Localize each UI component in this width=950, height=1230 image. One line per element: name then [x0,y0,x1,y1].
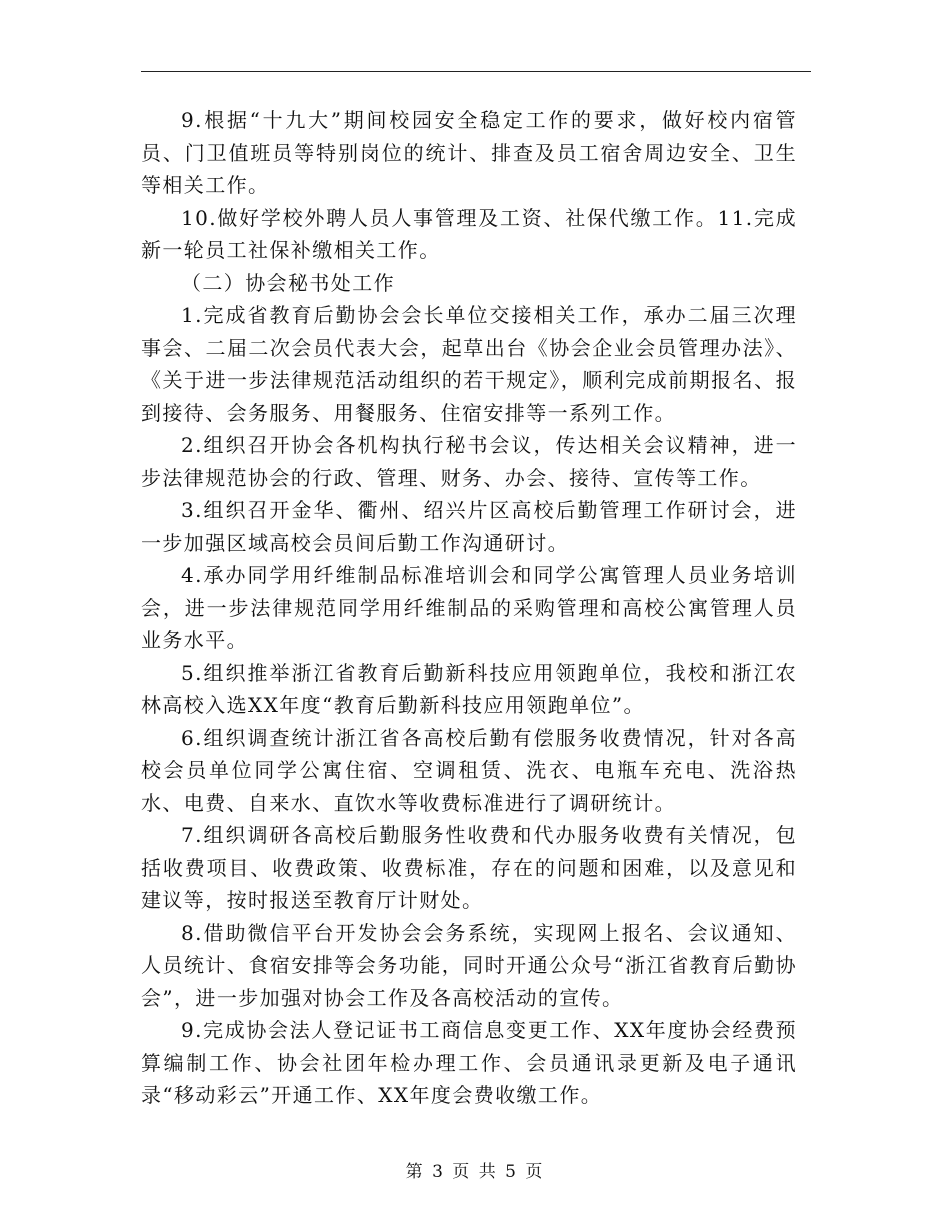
paragraph: 4.承办同学用纤维制品标准培训会和同学公寓管理人员业务培训会，进一步法律规范同学用纤维制品的采购管理和高校公寓管理人员业务水平。 [141,563,797,652]
paragraph: 6.组织调查统计浙江省各高校后勤有偿服务收费情况，针对各高校会员单位同学公寓住宿、空调租赁、洗衣、电瓶车充电、洗浴热水、电费、自来水、直饮水等收费标准进行了调研统计。 [141,725,797,815]
paragraph: 8.借助微信平台开发协会会务系统，实现网上报名、会议通知、人员统计、食宿安排等会务功能，同时开通公众号“浙江省教育后勤协会”，进一步加强对协会工作及各高校活动的宣传。 [141,920,797,1010]
section-heading: （二）协会秘书处工作 [181,270,395,295]
paragraph: 5.组织推举浙江省教育后勤新科技应用领跑单位，我校和浙江农林高校入选XX年度“教育后勤新科技应用领跑单位”。 [141,660,797,717]
paragraph: 9.完成协会法人登记证书工商信息变更工作、XX年度协会经费预算编制工作、协会社团年检办理工作、会员通讯录更新及电子通讯录“移动彩云”开通工作、XX年度会费收缴工作。 [141,1018,797,1107]
paragraph: 10.做好学校外聘人员人事管理及工资、社保代缴工作。11.完成新一轮员工社保补缴相关工作。 [141,205,797,262]
paragraph: 2.组织召开协会各机构执行秘书会议，传达相关会议精神，进一步法律规范协会的行政、管理、财务、办会、接待、宣传等工作。 [141,433,797,490]
paragraph: 7.组织调研各高校后勤服务性收费和代办服务收费有关情况，包括收费项目、收费政策、收费标准，存在的问题和困难，以及意见和建议等，按时报送至教育厅计财处。 [141,823,797,912]
page-number-footer: 第 3 页 共 5 页 [405,1162,545,1182]
paragraph: 9.根据“十九大”期间校园安全稳定工作的要求，做好校内宿管员、门卫值班员等特别岗位的统计、排查及员工宿舍周边安全、卫生等相关工作。 [141,108,797,197]
header-rule [141,71,811,72]
paragraph: 1.完成省教育后勤协会会长单位交接相关工作，承办二届三次理事会、二届二次会员代表大会，起草出台《协会企业会员管理办法》、《关于进一步法律规范活动组织的若干规定》，顺利完成前期报名、报到接待、会务服务、用餐服务、住宿安排等一系列工作。 [141,303,797,425]
paragraph: 3.组织召开金华、衢州、绍兴片区高校后勤管理工作研讨会，进一步加强区域高校会员间后勤工作沟通研讨。 [141,498,797,555]
document-body [141,104,797,1112]
